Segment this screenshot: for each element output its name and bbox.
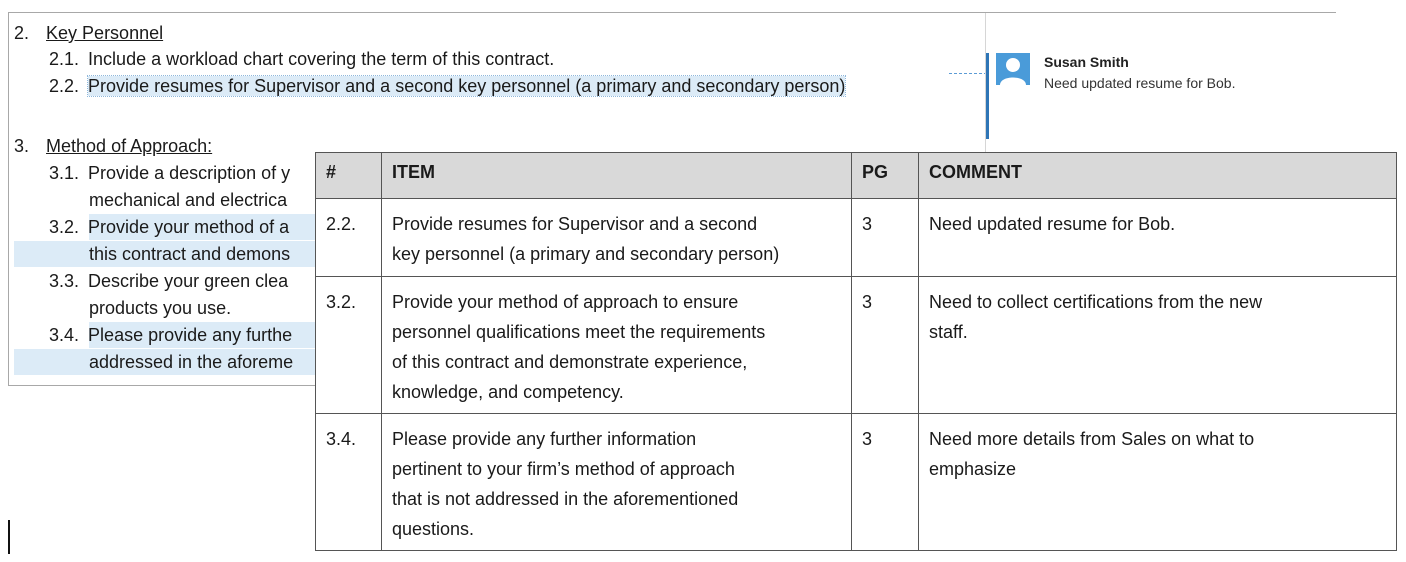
cell-comment bbox=[919, 414, 1397, 551]
cell-item bbox=[382, 199, 852, 277]
comment-text[interactable]: Need updated resume for Bob. bbox=[1044, 75, 1236, 91]
cell-number: 3.4. bbox=[316, 414, 382, 551]
user-icon bbox=[996, 53, 1030, 85]
list-text: Include a workload chart covering the term of this contract. bbox=[88, 49, 555, 69]
commented-text[interactable]: Provide resumes for Supervisor and a second key personnel (a primary and secondary person) bbox=[88, 76, 846, 96]
avatar bbox=[996, 53, 1030, 85]
cell-item bbox=[382, 277, 852, 414]
list-text: Describe your green clea bbox=[88, 271, 289, 291]
item-line: Provide your method of approach to ensure bbox=[392, 292, 739, 312]
item-line: Provide resumes for Supervisor and a second bbox=[392, 214, 758, 234]
cell-number: 2.2. bbox=[316, 199, 382, 277]
doc-line-section-3[interactable] bbox=[14, 133, 212, 159]
doc-line-3-4[interactable] bbox=[49, 322, 292, 348]
comment-line: emphasize bbox=[929, 459, 1017, 479]
commented-text[interactable]: Please provide any furthe bbox=[88, 325, 293, 345]
doc-line-2-2[interactable] bbox=[49, 73, 845, 99]
table-row bbox=[316, 414, 1397, 551]
table-header-row bbox=[316, 153, 1397, 199]
doc-line-section-2[interactable] bbox=[14, 20, 163, 46]
comment-pane bbox=[985, 13, 1336, 153]
doc-line-3-1[interactable] bbox=[49, 160, 290, 186]
cell-pg: 3 bbox=[852, 199, 919, 277]
comment-line: staff. bbox=[929, 322, 968, 342]
section-heading: Method of Approach: bbox=[46, 136, 213, 156]
comment-connector bbox=[949, 73, 987, 74]
list-text: Provide a description of y bbox=[88, 163, 291, 183]
cell-comment bbox=[919, 277, 1397, 414]
column-header-comment: COMMENT bbox=[919, 153, 1397, 199]
item-line: Please provide any further information bbox=[392, 429, 697, 449]
item-line: pertinent to your firm’s method of approach bbox=[392, 459, 735, 479]
commented-text[interactable]: addressed in the aforeme bbox=[89, 352, 294, 372]
list-number: 3.1. bbox=[49, 163, 80, 183]
list-number: 3.3. bbox=[49, 271, 80, 291]
item-line: questions. bbox=[392, 519, 475, 539]
doc-line-3-2-cont[interactable] bbox=[89, 241, 290, 267]
cell-comment bbox=[919, 199, 1397, 277]
commented-text[interactable]: Provide your method of a bbox=[88, 217, 290, 237]
comments-table bbox=[315, 152, 1397, 551]
doc-line-3-3-cont[interactable] bbox=[89, 295, 231, 321]
item-line: personnel qualifications meet the requirements bbox=[392, 322, 766, 342]
doc-line-3-4-cont[interactable] bbox=[89, 349, 293, 375]
list-text: mechanical and electrica bbox=[89, 190, 288, 210]
list-text: products you use. bbox=[89, 298, 232, 318]
comment-line: Need more details from Sales on what to bbox=[929, 429, 1255, 449]
doc-line-3-1-cont[interactable] bbox=[89, 187, 287, 213]
item-line: knowledge, and competency. bbox=[392, 382, 624, 402]
cell-item bbox=[382, 414, 852, 551]
comment-author: Susan Smith bbox=[1044, 54, 1129, 70]
list-number: 2.2. bbox=[49, 76, 80, 96]
list-number: 3.2. bbox=[49, 217, 80, 237]
cell-pg: 3 bbox=[852, 414, 919, 551]
text-cursor bbox=[8, 520, 10, 554]
cell-pg: 3 bbox=[852, 277, 919, 414]
item-line: key personnel (a primary and secondary person) bbox=[392, 244, 780, 264]
cell-number: 3.2. bbox=[316, 277, 382, 414]
item-line: of this contract and demonstrate experience, bbox=[392, 352, 748, 372]
list-number: 3.4. bbox=[49, 325, 80, 345]
section-heading: Key Personnel bbox=[46, 23, 164, 43]
doc-line-3-2[interactable] bbox=[49, 214, 289, 240]
table-row bbox=[316, 277, 1397, 414]
comment-line: Need to collect certifications from the new bbox=[929, 292, 1263, 312]
table-row bbox=[316, 199, 1397, 277]
column-header-pg: PG bbox=[852, 153, 919, 199]
commented-text[interactable]: this contract and demons bbox=[89, 244, 291, 264]
list-number: 3. bbox=[14, 136, 30, 156]
list-number: 2. bbox=[14, 23, 30, 43]
column-header-item: ITEM bbox=[382, 153, 852, 199]
comment-line: Need updated resume for Bob. bbox=[929, 214, 1176, 234]
doc-line-2-1[interactable] bbox=[49, 46, 554, 72]
comment-active-bar bbox=[986, 53, 989, 139]
doc-line-3-3[interactable] bbox=[49, 268, 288, 294]
column-header-number: # bbox=[316, 153, 382, 199]
list-number: 2.1. bbox=[49, 49, 80, 69]
item-line: that is not addressed in the aforementioned bbox=[392, 489, 739, 509]
